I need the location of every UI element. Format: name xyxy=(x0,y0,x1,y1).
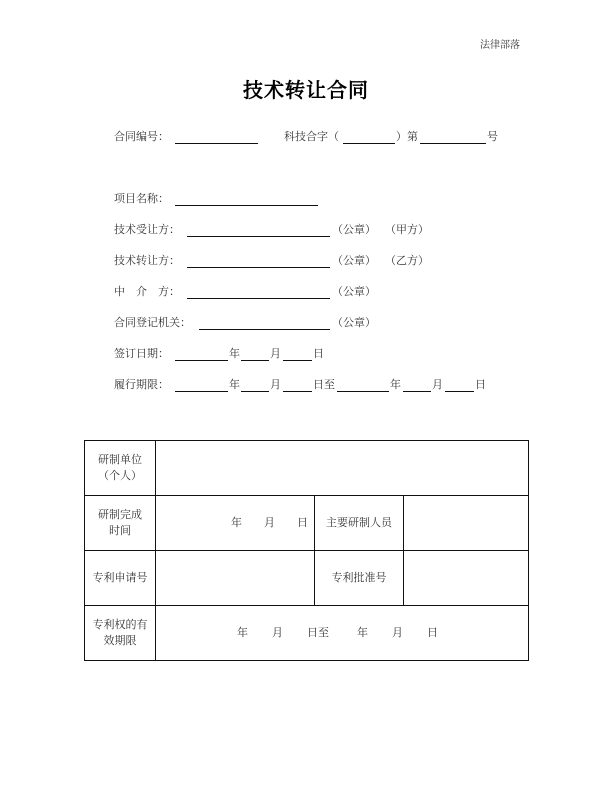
registry-field[interactable] xyxy=(199,317,330,330)
patent-application-label-cell: 专利申请号 xyxy=(85,551,156,606)
research-info-table xyxy=(84,440,529,661)
term-start-day-unit: 日至 xyxy=(313,378,335,391)
completion-time-label-line2: 时间 xyxy=(109,524,131,537)
term-end-day-field[interactable] xyxy=(445,379,474,392)
term-start-day-field[interactable] xyxy=(283,379,312,392)
sign-month-field[interactable] xyxy=(241,348,269,361)
validity-start-year-unit: 年 xyxy=(237,626,248,639)
contract-no-field[interactable] xyxy=(175,131,258,144)
table-row xyxy=(85,441,529,496)
patent-validity-label-line1: 专利权的有 xyxy=(92,618,148,631)
header-tag: 法律部落 xyxy=(480,40,520,51)
intermediary-label: 中 介 方： xyxy=(114,285,180,298)
term-end-year-field[interactable] xyxy=(337,379,389,392)
patent-approval-value-cell[interactable] xyxy=(404,551,529,606)
tech-contract-prefix: 科技合字（ xyxy=(284,130,339,143)
contract-no-label: 合同编号： xyxy=(114,130,169,143)
term-end-month-unit: 月 xyxy=(432,378,443,391)
completion-time-label-cell xyxy=(85,496,156,551)
term-end-year-unit: 年 xyxy=(390,378,401,391)
document-title: 技术转让合同 xyxy=(243,78,369,102)
term-start-month-field[interactable] xyxy=(241,379,269,392)
patent-approval-label-cell: 专利批准号 xyxy=(315,551,404,606)
developer-value-cell[interactable] xyxy=(156,441,529,496)
term-start-year-unit: 年 xyxy=(229,378,240,391)
main-researchers-label-cell: 主要研制人员 xyxy=(315,496,404,551)
registry-seal: （公章） xyxy=(332,316,376,329)
main-researchers-value-cell[interactable] xyxy=(404,496,529,551)
sign-date-label: 签订日期： xyxy=(114,347,169,360)
project-name-field[interactable] xyxy=(175,193,318,206)
transferee-party: （甲方） xyxy=(385,223,429,236)
validity-end-day-unit: 日 xyxy=(427,626,438,639)
developer-label-line2: （个人） xyxy=(98,469,142,482)
patent-validity-value-cell[interactable] xyxy=(156,606,529,661)
transferor-party: （乙方） xyxy=(385,254,429,267)
validity-start-day-unit: 日至 xyxy=(307,626,329,639)
tech-contract-mid: ）第 xyxy=(396,130,418,143)
completion-year-unit: 年 xyxy=(231,516,242,529)
validity-start-month-unit: 月 xyxy=(272,626,283,639)
sign-year-unit: 年 xyxy=(229,347,240,360)
term-start-year-field[interactable] xyxy=(175,379,228,392)
completion-day-unit: 日 xyxy=(297,516,308,529)
transferee-seal: （公章） xyxy=(332,223,376,236)
transferee-field[interactable] xyxy=(187,224,330,237)
term-start-month-unit: 月 xyxy=(270,378,281,391)
intermediary-seal: （公章） xyxy=(332,285,376,298)
patent-application-value-cell[interactable] xyxy=(156,551,315,606)
transferor-label: 技术转让方： xyxy=(114,254,180,267)
term-end-day-unit: 日 xyxy=(475,378,486,391)
developer-label-line1: 研制单位 xyxy=(98,453,142,466)
transferor-seal: （公章） xyxy=(332,254,376,267)
tech-contract-year-field[interactable] xyxy=(343,131,395,144)
sign-year-field[interactable] xyxy=(175,348,228,361)
sign-day-field[interactable] xyxy=(283,348,312,361)
table-row xyxy=(85,606,529,661)
patent-validity-label-line2: 效期限 xyxy=(103,634,137,647)
term-label: 履行期限： xyxy=(114,378,169,391)
sign-month-unit: 月 xyxy=(270,347,281,360)
transferee-label: 技术受让方： xyxy=(114,223,180,236)
completion-time-value-cell[interactable] xyxy=(156,496,315,551)
tech-contract-number-field[interactable] xyxy=(420,131,486,144)
sign-day-unit: 日 xyxy=(313,347,324,360)
transferor-field[interactable] xyxy=(187,255,330,268)
registry-label: 合同登记机关： xyxy=(114,316,191,329)
table-row xyxy=(85,496,529,551)
completion-time-label-line1: 研制完成 xyxy=(98,508,142,521)
tech-contract-suffix: 号 xyxy=(487,130,498,143)
intermediary-field[interactable] xyxy=(187,286,330,299)
term-end-month-field[interactable] xyxy=(403,379,431,392)
project-name-label: 项目名称： xyxy=(114,192,169,205)
patent-validity-label-cell xyxy=(85,606,156,661)
table-row xyxy=(85,551,529,606)
developer-label-cell xyxy=(85,441,156,496)
validity-end-year-unit: 年 xyxy=(357,626,368,639)
validity-end-month-unit: 月 xyxy=(392,626,403,639)
completion-month-unit: 月 xyxy=(264,516,275,529)
